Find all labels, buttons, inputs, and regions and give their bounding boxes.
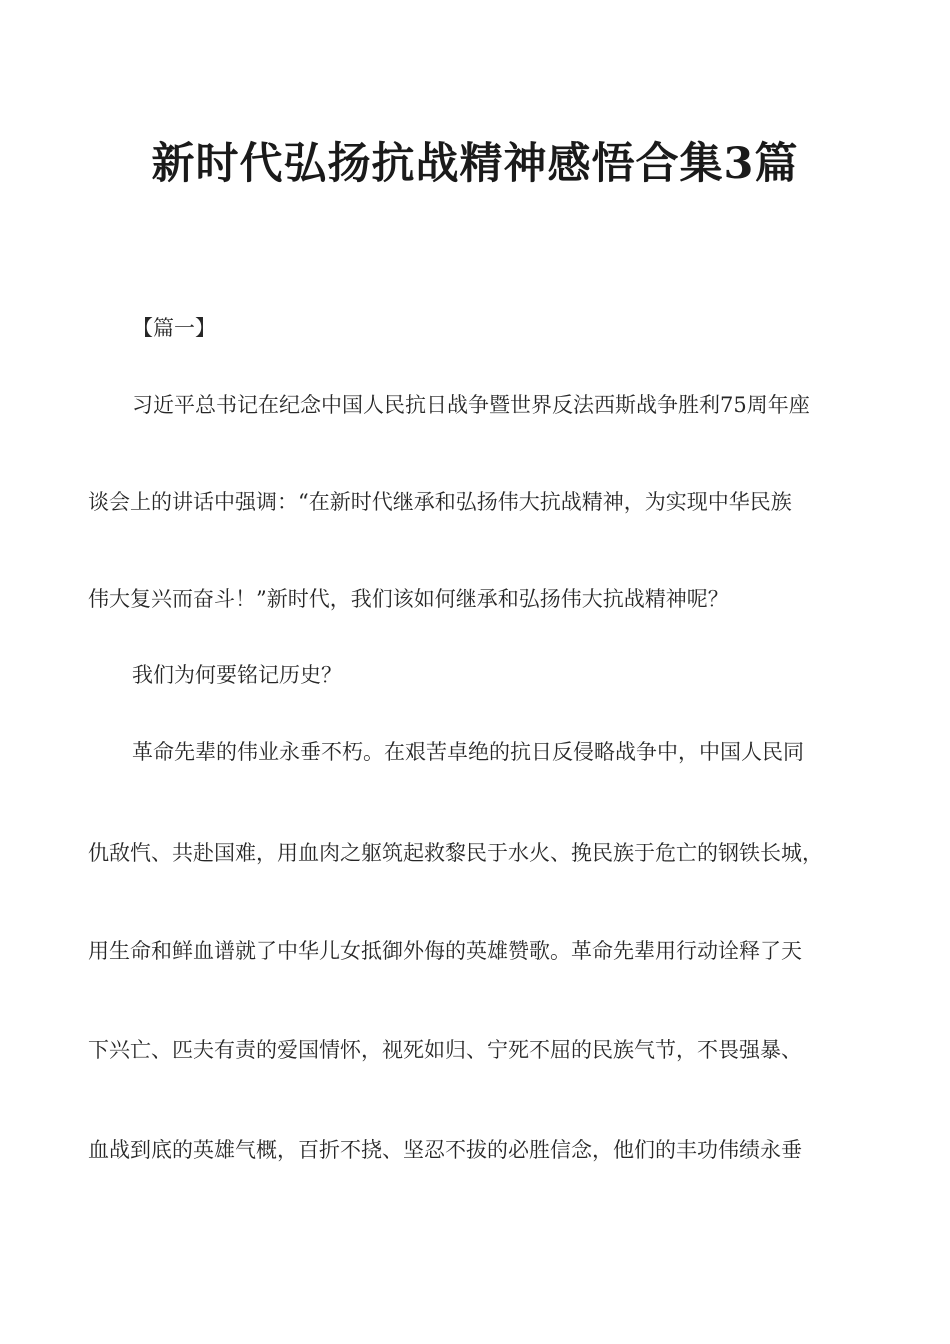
paragraph-1-line-1: 习近平总书记在纪念中国人民抗日战争暨世界反法西斯战争胜利75周年座 [132,393,810,417]
document-title: 新时代弘扬抗战精神感悟合集3篇 [151,139,799,189]
paragraph-3-line-3: 用生命和鲜血谱就了中华儿女抵御外侮的英雄赞歌。革命先辈用行动诠释了天 [88,939,802,963]
section-heading: 【篇一】 [132,316,216,340]
paragraph-3-line-1: 革命先辈的伟业永垂不朽。在艰苦卓绝的抗日反侵略战争中，中国人民同 [132,740,804,764]
paragraph-3-line-4: 下兴亡、匹夫有责的爱国情怀，视死如归、宁死不屈的民族气节，不畏强暴、 [88,1038,802,1062]
paragraph-3-line-5: 血战到底的英雄气概，百折不挠、坚忍不拔的必胜信念，他们的丰功伟绩永垂 [88,1138,802,1162]
paragraph-1-line-3: 伟大复兴而奋斗！”新时代，我们该如何继承和弘扬伟大抗战精神呢？ [88,587,729,611]
paragraph-3-line-2: 仇敌忾、共赴国难，用血肉之躯筑起救黎民于水火、挽民族于危亡的钢铁长城， [88,841,823,865]
paragraph-2-line-1: 我们为何要铭记历史？ [132,663,342,687]
paragraph-1-line-2: 谈会上的讲话中强调：“在新时代继承和弘扬伟大抗战精神，为实现中华民族 [88,490,792,514]
